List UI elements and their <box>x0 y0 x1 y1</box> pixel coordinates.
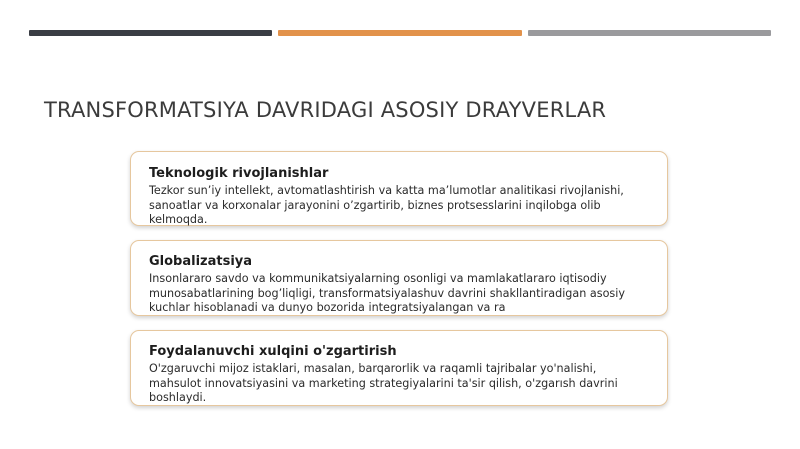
accent-bar-gray <box>528 30 771 36</box>
card-text: Insonlararo savdo va kommunikatsiyalarning osonligi va mamlakatlararo iqtisodiy munosabatlarining bog’liqligi, transformatsiyalashuv davrini shakllantiradigan asosiy kuchlar hisoblanadi va dunyo bozorida integratsiyalangan va ra <box>149 272 625 315</box>
card-text: Tezkor sun’iy intellekt, avtomatlashtirish va katta ma’lumotlar analitikasi rivojlanishi, sanoatlar va korxonalar jarayonini o’zgartirib, biznes protsesslarini inqilobga olib kelmoqda. <box>149 184 624 227</box>
accent-bar-orange <box>278 30 522 36</box>
card-text: O'zgaruvchi mijoz istaklari, masalan, barqarorlik va raqamli tajribalar yo'nalishi, mahsulot innovatsiyasini va marketing strategiyalarini ta'sir qilish, o'zgarısh davrini boshlaydi. <box>149 362 618 405</box>
accent-bar-dark <box>29 30 272 36</box>
driver-card-technology <box>130 151 668 226</box>
slide-title: TRANSFORMATSIYA DAVRIDAGI ASOSIY DRAYVERLAR <box>44 98 607 123</box>
card-heading: Foydalanuvchi xulqini o'zgartirish <box>149 344 397 359</box>
driver-card-consumer-behavior <box>130 330 668 406</box>
card-heading: Teknologik rivojlanishlar <box>149 166 329 181</box>
card-heading: Globalizatsiya <box>149 254 253 269</box>
driver-card-globalization <box>130 240 668 316</box>
